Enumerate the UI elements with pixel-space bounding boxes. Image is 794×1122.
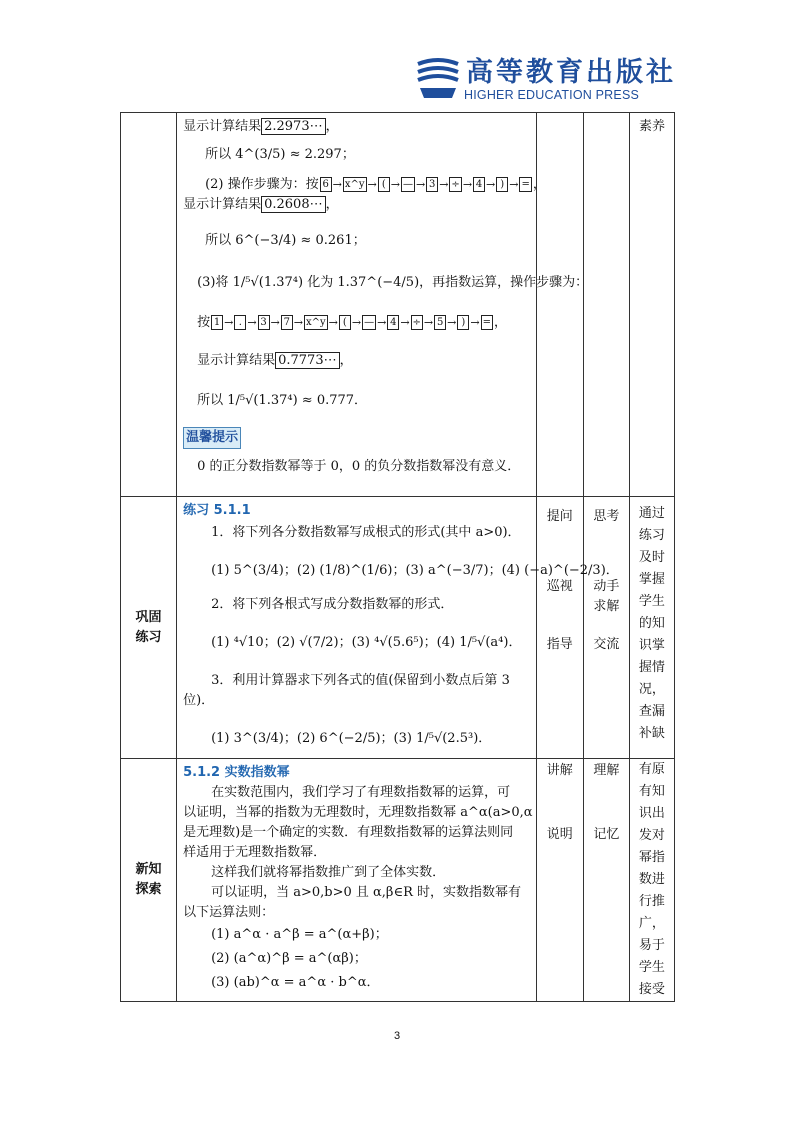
calculator-key: 3: [426, 177, 438, 192]
row1-content-cell: [177, 113, 589, 497]
tip-text: 0 的正分数指数幂等于 0，0 的负分数指数幂没有意义．: [197, 459, 521, 474]
step-line-2: (2) 操作步骤为：按 6 → x^y → ( → — → 3 → ÷ → 4 → ) → = ，: [205, 177, 546, 192]
row-calculation-continued: [121, 113, 675, 497]
arrow-icon: →: [415, 178, 426, 191]
arrow-icon: →: [247, 316, 257, 329]
calculator-key: ÷: [412, 317, 421, 328]
para1-line3: 是无理数)是一个确定的实数．有理数指数幂的运算法则同: [183, 825, 514, 840]
arrow-icon: →: [447, 316, 457, 329]
result-line-1: 显示计算结果 2.2973⋯ ，: [183, 119, 339, 134]
row3-teacher-cell: [536, 759, 583, 1002]
row3-goal-cell: [629, 759, 674, 1002]
arrow-icon: →: [351, 316, 362, 329]
tip-label: 温馨提示: [183, 427, 241, 449]
publisher-name-en: HIGHER EDUCATION PRESS: [464, 88, 640, 102]
arrow-icon: →: [400, 316, 410, 329]
row1-goal-text: 素养: [638, 119, 665, 134]
calculator-key: —: [402, 179, 413, 190]
row1-teacher-cell: [536, 113, 583, 497]
arrow-icon: →: [224, 316, 234, 329]
teacher-activity-3: 指导: [546, 637, 573, 652]
result-value-3: 0.7773⋯: [275, 352, 340, 369]
calculator-key: 1: [211, 315, 223, 330]
calculator-key: 3: [258, 315, 270, 330]
calculator-key: 4: [473, 177, 485, 192]
publisher-name-cn: 高等教育出版社: [466, 57, 676, 88]
arrow-icon: →: [462, 178, 473, 191]
row3-label: 新知探索: [135, 862, 162, 897]
exercise-q2: 2．将下列各根式写成分数指数幂的形式．: [211, 597, 454, 612]
rule-3: (3) (ab)^α = a^α · b^α．: [211, 975, 380, 990]
row-practice: [121, 497, 675, 759]
student-activity-3: 求解: [593, 599, 620, 614]
row-new-knowledge: [121, 759, 675, 1002]
row1-goal-cell: [629, 113, 674, 497]
publisher-emblem-icon: [414, 54, 462, 102]
student-activity-5: 理解: [593, 763, 620, 778]
teacher-activity-5: 说明: [546, 827, 573, 842]
row3-content-cell: [177, 759, 537, 1002]
conclusion-line-1: 所以 4^(3/5) ≈ 2.297；: [205, 147, 355, 162]
para3-line2: 以下运算法则：: [183, 905, 275, 920]
arrow-icon: →: [486, 178, 496, 191]
key-sequence-2: [319, 177, 533, 192]
para1-line1: 在实数范围内，我们学习了有理数指数幂的运算，可: [211, 785, 511, 800]
arrow-icon: →: [270, 316, 280, 329]
row2-label: 巩固练习: [135, 609, 162, 645]
arrow-icon: →: [423, 316, 434, 329]
conclusion-line-2: 所以 6^(−3/4) ≈ 0.261；: [205, 233, 366, 248]
publisher-logo: [414, 50, 676, 110]
para3-line1: 可以证明，当 a>0,b>0 且 α,β∈R 时，实数指数幂有: [211, 885, 521, 900]
calculator-key: 7: [281, 315, 293, 330]
row3-goal-text: 有原有知识出发对幂指数进行推广，易于学生接受: [638, 762, 665, 997]
calculator-key: x^y: [344, 179, 365, 190]
teacher-activity-2: 巡视: [546, 579, 573, 594]
result-value-2: 0.2608⋯: [261, 196, 326, 213]
exercise-q3: 3．利用计算器求下列各式的值(保留到小数点后第 3: [211, 673, 510, 688]
lesson-plan-table: [120, 112, 675, 1002]
calculator-key: =: [482, 317, 491, 328]
calculator-key: =: [521, 179, 530, 190]
calculator-key: ): [457, 315, 469, 330]
calculator-key: 5: [434, 315, 446, 330]
arrow-icon: →: [390, 178, 400, 191]
row2-teacher-cell: [536, 497, 583, 759]
arrow-icon: →: [439, 178, 449, 191]
key-sequence-3: [210, 315, 494, 330]
arrow-icon: →: [332, 178, 342, 191]
calculator-key: ÷: [451, 179, 460, 190]
calculator-key: ): [496, 177, 508, 192]
calculator-key: 6: [320, 177, 332, 192]
calculator-key: .: [234, 315, 246, 330]
row3-student-cell: [583, 759, 629, 1002]
rule-1: (1) a^α · a^β = a^(α+β)；: [211, 927, 388, 942]
teacher-activity-1: 提问: [546, 509, 573, 524]
result-line-2: 显示计算结果 0.2608⋯ ，: [183, 197, 339, 212]
arrow-icon: →: [293, 316, 303, 329]
arrow-icon: →: [367, 178, 377, 191]
tip-box: [183, 427, 530, 449]
result-line-3: 显示计算结果 0.7773⋯ ，: [197, 353, 353, 368]
arrow-icon: →: [328, 316, 338, 329]
student-activity-6: 记忆: [593, 827, 620, 842]
para1-line4: 样适用于无理数指数幂．: [183, 845, 327, 860]
calculator-key: (: [339, 315, 351, 330]
student-activity-2: 动手: [593, 579, 620, 594]
exercise-q2-items: (1) ⁴√10；(2) √(7/2)；(3) ⁴√(5.6⁵)；(4) 1/⁵√(a⁴)．: [211, 635, 522, 650]
result-value-1: 2.2973⋯: [261, 118, 326, 135]
exercise-q3-cont: 位)．: [183, 693, 215, 708]
calculator-key: (: [378, 177, 390, 192]
arrow-icon: →: [377, 316, 387, 329]
row3-label-cell: [121, 759, 177, 1002]
para2: 这样我们就将幂指数推广到了全体实数．: [211, 865, 446, 880]
step-line-3: (3)将 1/⁵√(1.37⁴) 化为 1.37^(−4/5)，再指数运算，操作步骤为：: [197, 275, 589, 290]
arrow-icon: →: [470, 316, 480, 329]
rule-2: (2) (a^α)^β = a^(αβ)；: [211, 951, 367, 966]
student-activity-4: 交流: [593, 637, 620, 652]
teacher-activity-4: 讲解: [546, 763, 573, 778]
row2-student-cell: [583, 497, 629, 759]
key-line-3: 按 1 → . → 3 → 7 → x^y → ( → — → 4 → ÷ → 5 → ) → = ，: [197, 315, 507, 330]
calculator-key: x^y: [305, 317, 326, 328]
row2-label-cell: [121, 497, 177, 759]
exercise-title: 练习 5.1.1: [183, 503, 251, 518]
section-title: 5.1.2 实数指数幂: [183, 765, 290, 780]
row2-goal-text: 通过练习及时掌握学生的知识掌握情况，查漏补缺: [638, 506, 665, 741]
page-number: 3: [393, 1030, 401, 1042]
conclusion-line-3: 所以 1/⁵√(1.37⁴) ≈ 0.777．: [197, 393, 368, 408]
row1-label-cell: [121, 113, 177, 497]
para1-line2: 以证明，当幂的指数为无理数时，无理数指数幂 a^α(a>0,α: [183, 805, 533, 820]
row1-student-cell: [583, 113, 629, 497]
calculator-key: 4: [387, 315, 399, 330]
calculator-key: —: [364, 317, 375, 328]
arrow-icon: →: [509, 178, 519, 191]
exercise-q1-items: (1) 5^(3/4)；(2) (1/8)^(1/6)；(3) a^(−3/7)；(4) (−a)^(−2/3)．: [211, 563, 619, 578]
exercise-q1: 1．将下列各分数指数幂写成根式的形式(其中 a>0)．: [211, 525, 521, 540]
row2-goal-cell: [629, 497, 674, 759]
student-activity-1: 思考: [593, 509, 620, 524]
exercise-q3-items: (1) 3^(3/4)；(2) 6^(−2/5)；(3) 1/⁵√(2.5³)．: [211, 731, 492, 746]
